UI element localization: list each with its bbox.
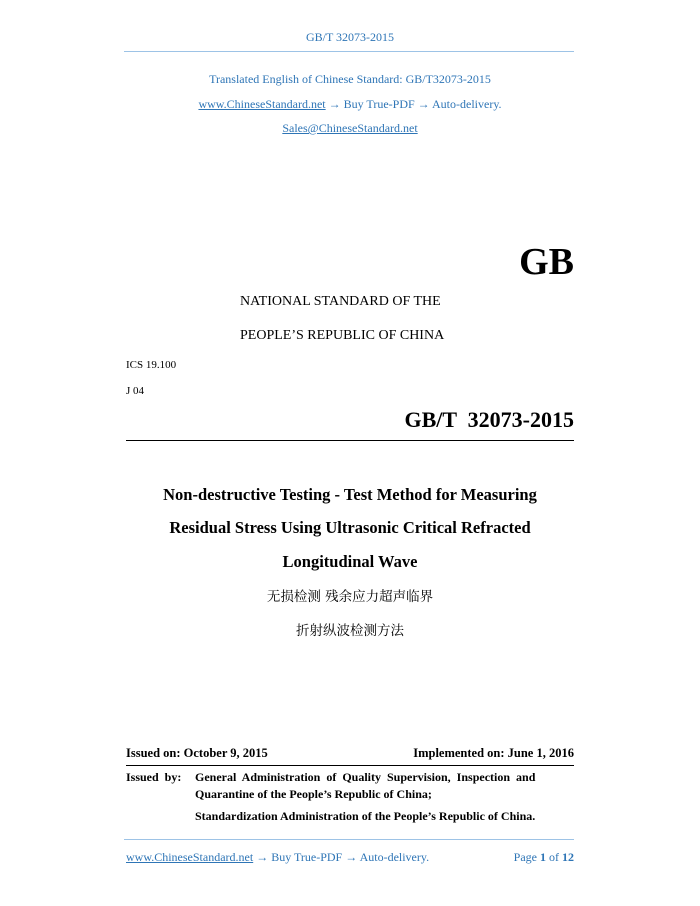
issuer-line1: General Administration of Quality Supervision, Inspection and (195, 770, 536, 784)
page-indicator (514, 850, 574, 865)
page-current: 1 (540, 850, 546, 864)
gb-logo: GB (519, 241, 574, 283)
footer-divider (124, 839, 574, 840)
national-standard-line2: PEOPLE’S REPUBLIC OF CHINA (240, 328, 445, 343)
title-cn-line1: 无损检测 残余应力超声临界 (266, 589, 434, 605)
national-standard-line1: NATIONAL STANDARD OF THE (240, 294, 441, 309)
issued-by-label: Issued by: (126, 770, 182, 784)
title-cn-line2: 折射纵波检测方法 (296, 623, 404, 639)
email-link[interactable]: Sales@ChineseStandard.net (282, 121, 418, 135)
email-row (0, 121, 700, 136)
title-en-line2: Residual Stress Using Ultrasonic Critical Refracted (169, 518, 531, 537)
footer-buy-text: → Buy True-PDF → Auto-delivery. (253, 850, 430, 864)
title-en-line1: Non-destructive Testing - Test Method for Measuring (163, 485, 537, 504)
standard-number-rule (126, 440, 574, 441)
dates-rule (126, 765, 574, 766)
buy-notice-text: → Buy True-PDF → Auto-delivery. (325, 97, 502, 111)
footer-website-link[interactable]: www.ChineseStandard.net (126, 850, 254, 864)
website-link[interactable]: www.ChineseStandard.net (198, 97, 326, 111)
issuer-line3: Standardization Administration of the People’s Republic of China. (195, 809, 536, 823)
title-en-line3: Longitudinal Wave (282, 552, 418, 571)
ics-code: ICS 19.100 (126, 359, 177, 371)
header-standard-code: GB/T 32073-2015 (305, 30, 395, 44)
translation-notice: Translated English of Chinese Standard: GB/T32073-2015 (209, 72, 491, 86)
footer-links (126, 850, 429, 865)
page-word: Page (513, 850, 537, 864)
page-total: 12 (562, 850, 574, 864)
issuer-line2: Quarantine of the People’s Republic of China; (195, 787, 432, 801)
ccs-code: J 04 (126, 385, 145, 397)
issued-date: Issued on: October 9, 2015 (126, 746, 268, 760)
header-divider (124, 51, 574, 52)
standard-number: GB/T 32073-2015 (404, 407, 574, 432)
notice-links (0, 97, 700, 112)
implemented-date: Implemented on: June 1, 2016 (413, 746, 574, 760)
page-of: of (549, 850, 559, 864)
